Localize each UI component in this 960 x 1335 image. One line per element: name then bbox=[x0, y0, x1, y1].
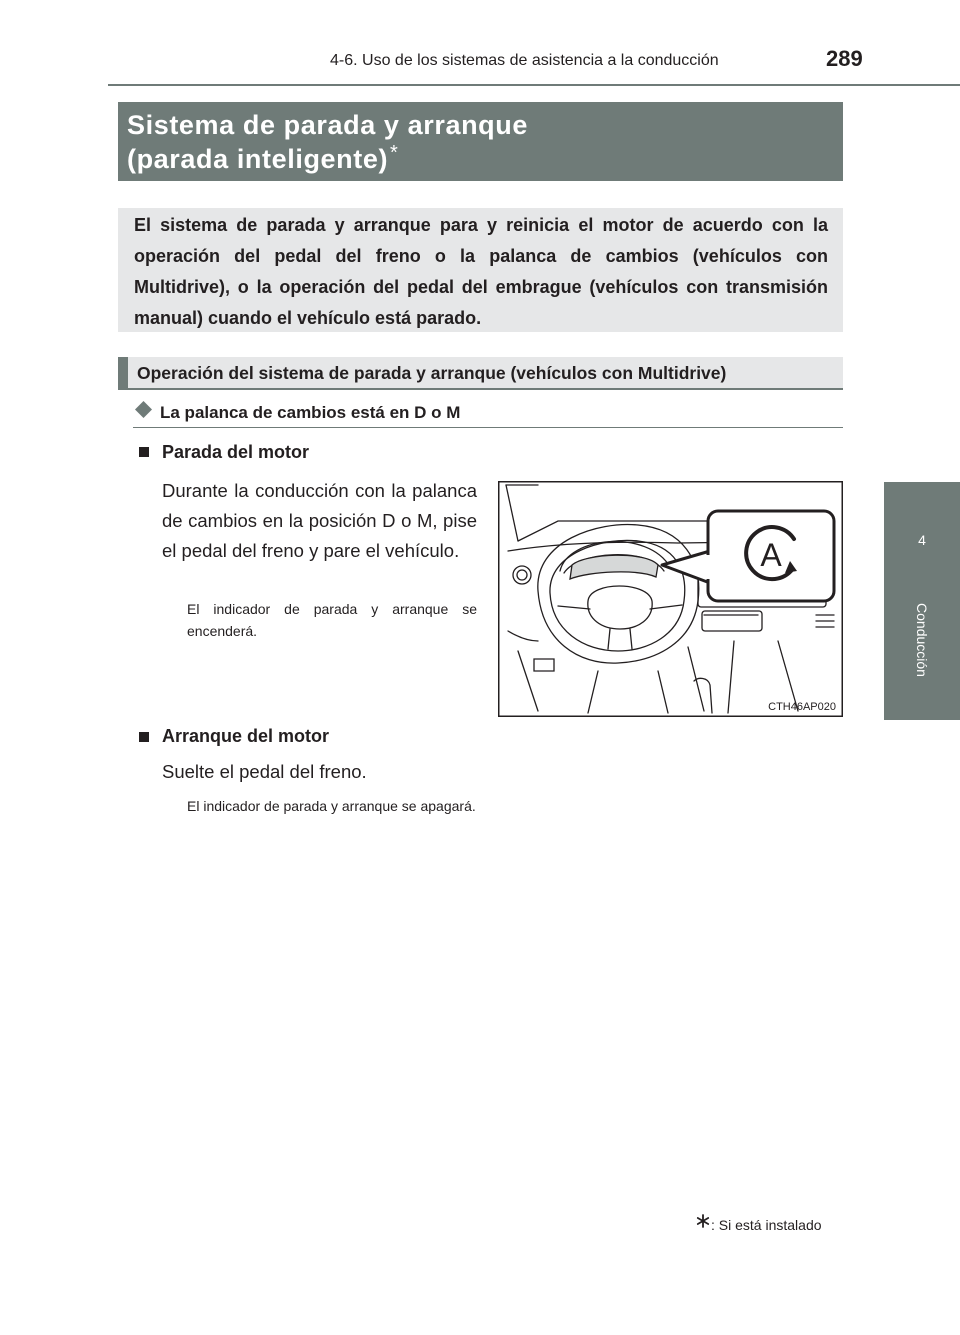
illustration-code: CTH46AP020 bbox=[768, 701, 836, 713]
indicator-letter: A bbox=[760, 537, 782, 573]
square-bullet-icon bbox=[139, 732, 149, 742]
diamond-bullet-icon bbox=[135, 401, 152, 418]
chapter-tab bbox=[884, 482, 960, 720]
page-number: 289 bbox=[826, 46, 863, 71]
footnote-text: : Si está instalado bbox=[711, 1217, 822, 1233]
page-title-line-1: Sistema de parada y arranque bbox=[127, 110, 528, 140]
asterisk-icon bbox=[696, 1214, 710, 1228]
section-heading: Operación del sistema de parada y arranque (vehículos con Multidrive) bbox=[137, 363, 727, 383]
section-heading-bar bbox=[118, 357, 128, 388]
engine-stop-note: El indicador de parada y arranque se encenderá. bbox=[187, 601, 477, 639]
page-title-line-2 bbox=[127, 142, 398, 175]
engine-start-note: El indicador de parada y arranque se apagará. bbox=[187, 798, 476, 814]
square-bullet-icon bbox=[139, 447, 149, 457]
subheading-rule bbox=[133, 427, 843, 428]
intro-text: El sistema de parada y arranque para y reinicia el motor de acuerdo con la operación del pedal del freno o la palanca de cambios (vehículos con Multidrive), o la operación del pedal del embrague (vehículos con transmisión manual) cuando el vehículo está parado. bbox=[134, 215, 828, 328]
chapter-tab-label: Conducción bbox=[914, 603, 930, 677]
engine-stop-heading: Parada del motor bbox=[162, 442, 310, 462]
page-title-line-2-text: (parada inteligente) bbox=[127, 144, 389, 174]
engine-start-instruction: Suelte el pedal del freno. bbox=[162, 761, 367, 782]
title-asterisk: * bbox=[390, 142, 399, 164]
dashboard-illustration bbox=[498, 481, 843, 717]
engine-start-heading: Arranque del motor bbox=[162, 726, 330, 746]
chapter-tab-number: 4 bbox=[918, 532, 926, 548]
engine-stop-instruction: Durante la conducción con la palanca de cambios en la posición D o M, pise el pedal del freno y pare el vehículo. bbox=[162, 480, 477, 561]
subheading: La palanca de cambios está en D o M bbox=[160, 403, 461, 422]
section-heading-rule bbox=[118, 388, 843, 390]
header-rule bbox=[108, 84, 960, 86]
running-head: 4-6. Uso de los sistemas de asistencia a la conducción bbox=[330, 52, 719, 69]
